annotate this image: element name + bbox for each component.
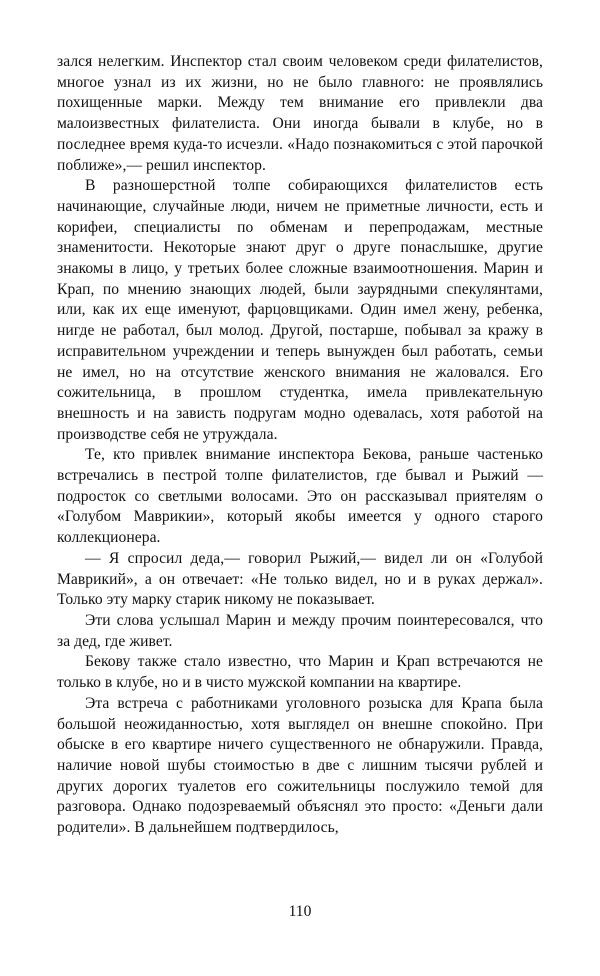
paragraph-6: Бекову также стало известно, что Марин и Крап встречаются не только в клубе, но и в чисто мужской компании на квартире. [57, 653, 543, 692]
page-number: 110 [288, 903, 312, 920]
paragraph-4: — Я спросил деда,— говорил Рыжий,— видел ли он «Голубой Маврикий», а он отвечает: «Не только видел, но и в руках держал». Только эту марку старик никому не показывает. [57, 549, 543, 609]
paragraph-2: В разношерстной толпе собирающихся филателистов есть начинающие, случайные люди, ничем не приметные личности, есть и корифеи, специалисты по обменам и перепродажам, местные знаменитости. Некоторые знают друг о друге понаслышке, другие знакомы в лицо, у третьих более сложные взаимоотношения. Марин и Крап, по мнению знающих людей, были заурядными спекулянтами, или, как их еще именуют, фарцовщиками. Один имел жену, ребенка, нигде не работал, был молод. Другой, постарше, побывал за кражу в исправительном учреждении и теперь вынужден был работать, семьи не имел, но на отсутствие женского внимания не жаловался. Его сожительница, в прошлом студентка, имела привлекательную внешность и на зависть подругам модно одевалась, хотя работой на производстве себя не утруждала. [57, 177, 543, 443]
paragraph-5: Эти слова услышал Марин и между прочим поинтересовался, что за дед, где живет. [57, 611, 543, 650]
paragraph-1: зался нелегким. Инспектор стал своим человеком среди филателистов, многое узнал из их жизни, но не было главного: не проявлялись похищенные марки. Между тем внимание его привлекли два малоизвестных филателиста. Они иногда бывали в клубе, но в последнее время куда-то исчезли. «Надо познакомиться с этой парочкой поближе»,— решил инспектор. [57, 53, 543, 174]
body-text [57, 52, 543, 839]
paragraph-7: Эта встреча с работниками уголовного розыска для Крапа была большой неожиданностью, хотя выглядел он внешне спокойно. При обыске в его квартире ничего существенного не обнаружили. Правда, наличие новой шубы стоимостью в две с лишним тысячи рублей и других дорогих туалетов его сожительницы послужило темой для разговора. Однако подозреваемый объяснял это просто: «Деньги дали родители». В дальнейшем подтвердилось, [57, 694, 543, 837]
paragraph-3: Те, кто привлек внимание инспектора Бекова, раньше частенько встречались в пестрой толпе филателистов, где бывал и Рыжий — подросток со светлыми волосами. Это он рассказывал приятелям о «Голубом Маврикии», который якобы имеется у одного старого коллекционера. [57, 446, 543, 547]
